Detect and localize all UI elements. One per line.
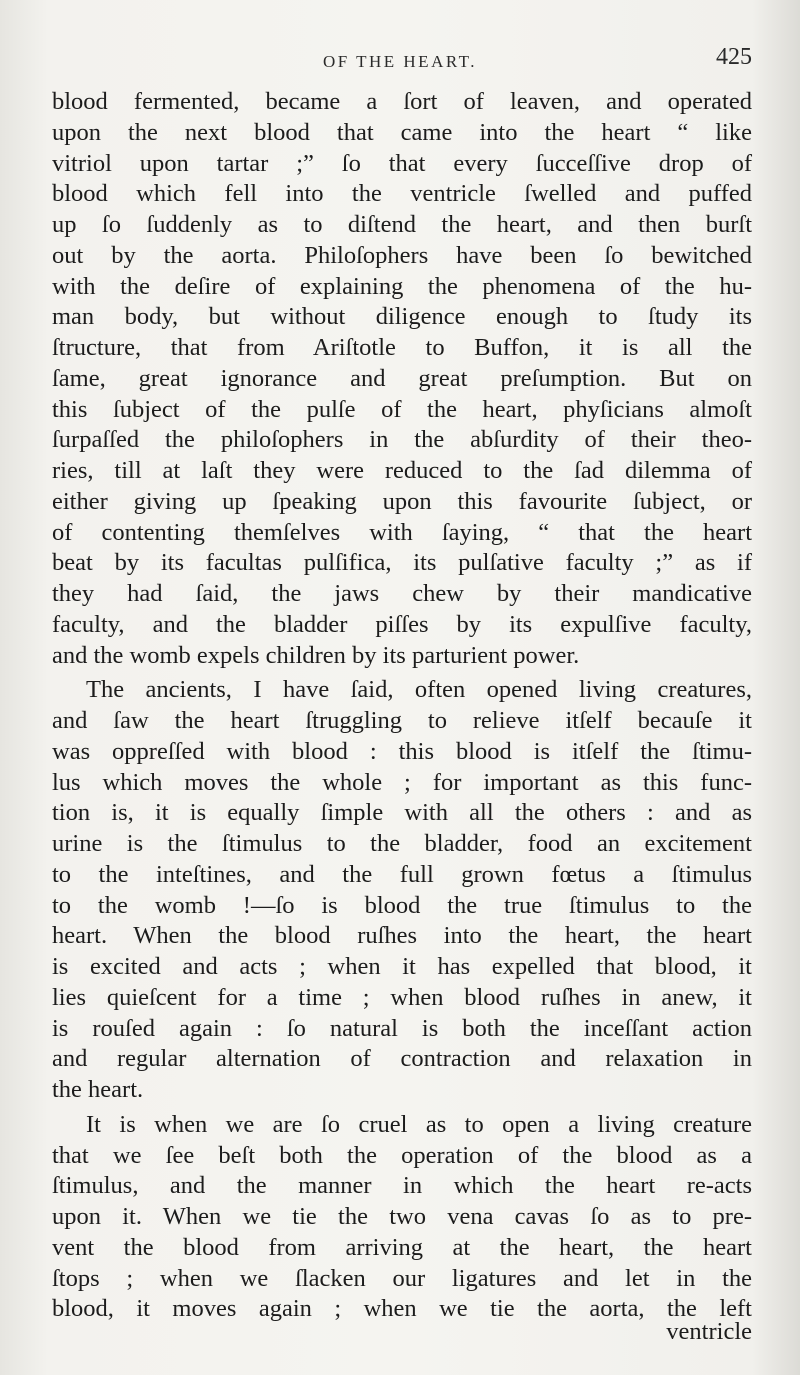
text-line: lus which moves the whole ; for important as this func-: [52, 768, 752, 796]
text-line: ries, till at laſt they were reduced to the ſad dilemma of: [52, 457, 752, 484]
paragraph: [52, 87, 752, 671]
text-line: blood, it moves again ; when we tie the aorta, the left: [52, 1295, 752, 1323]
paragraph: [52, 1110, 752, 1325]
text-line: beat by its facultas pulſifica, its pulſative faculty ;” as if: [52, 549, 752, 577]
text-line: of contenting themſelves with ſaying, “ that the heart: [52, 518, 752, 546]
text-line: faculty, and the bladder piſſes by its expulſive faculty,: [52, 610, 752, 638]
page-header: [0, 44, 800, 84]
catchword: ventricle: [666, 1318, 752, 1345]
text-line: heart. When the blood ruſhes into the heart, the heart: [52, 922, 752, 950]
paragraph: [52, 675, 752, 1106]
text-line: up ſo ſuddenly as to diſtend the heart, and then burſt: [52, 211, 752, 238]
text-line: upon the next blood that came into the heart “ like: [52, 118, 752, 146]
text-line: this ſubject of the pulſe of the heart, phyſicians almoſt: [52, 395, 752, 423]
text-line: either giving up ſpeaking upon this favourite ſubject, or: [52, 487, 752, 515]
text-line: with the deſire of explaining the phenomena of the hu-: [52, 272, 752, 300]
text-line: they had ſaid, the jaws chew by their mandicative: [52, 580, 752, 607]
text-line: It is when we are ſo cruel as to open a living creature: [86, 1110, 752, 1138]
text-line: upon it. When we tie the two vena cavas ſo as to pre-: [52, 1203, 752, 1230]
text-line: and ſaw the heart ſtruggling to relieve itſelf becauſe it: [52, 707, 752, 734]
text-line: and the womb expels children by its parturient power.: [52, 641, 580, 669]
text-line: was oppreſſed with blood : this blood is itſelf the ſtimu-: [52, 737, 752, 765]
text-line: ſtops ; when we ſlacken our ligatures and let in the: [52, 1264, 752, 1292]
text-line: blood which fell into the ventricle ſwelled and puffed: [52, 180, 752, 208]
page-number: 425: [716, 44, 752, 70]
running-head: OF THE HEART.: [322, 52, 478, 71]
text-line: vitriol upon tartar ;” ſo that every ſucceſſive drop of: [52, 149, 752, 177]
text-line: is excited and acts ; when it has expelled that blood, it: [52, 953, 752, 980]
body-text: [52, 87, 752, 1325]
text-line: man body, but without diligence enough to ſtudy its: [52, 303, 752, 331]
text-line: to the womb !—ſo is blood the true ſtimulus to the: [52, 891, 752, 919]
text-line: ſtimulus, and the manner in which the heart re-acts: [52, 1172, 752, 1200]
text-line: ſtructure, that from Ariſtotle to Buffon, it is all the: [52, 334, 752, 361]
text-line: that we ſee beſt both the operation of the blood as a: [52, 1141, 752, 1169]
text-line: to the inteſtines, and the full grown fœtus a ſtimulus: [52, 860, 752, 888]
text-line: ſurpaſſed the philoſophers in the abſurdity of their theo-: [52, 426, 752, 454]
text-line: and regular alternation of contraction and relaxation in: [52, 1045, 752, 1073]
text-line: the heart.: [52, 1076, 144, 1103]
text-line: ſame, great ignorance and great preſumption. But on: [52, 364, 752, 392]
text-line: vent the blood from arriving at the heart, the heart: [52, 1233, 752, 1261]
text-line: is rouſed again : ſo natural is both the inceſſant action: [52, 1014, 752, 1042]
text-line: The ancients, I have ſaid, often opened living creatures,: [86, 676, 752, 704]
text-line: urine is the ſtimulus to the bladder, food an excitement: [52, 830, 752, 857]
text-line: tion is, it is equally ſimple with all the others : and as: [52, 799, 752, 827]
text-line: out by the aorta. Philoſophers have been ſo bewitched: [52, 241, 752, 269]
text-line: lies quieſcent for a time ; when blood ruſhes in anew, it: [52, 983, 752, 1011]
text-line: blood fermented, became a ſort of leaven, and operated: [52, 88, 752, 115]
